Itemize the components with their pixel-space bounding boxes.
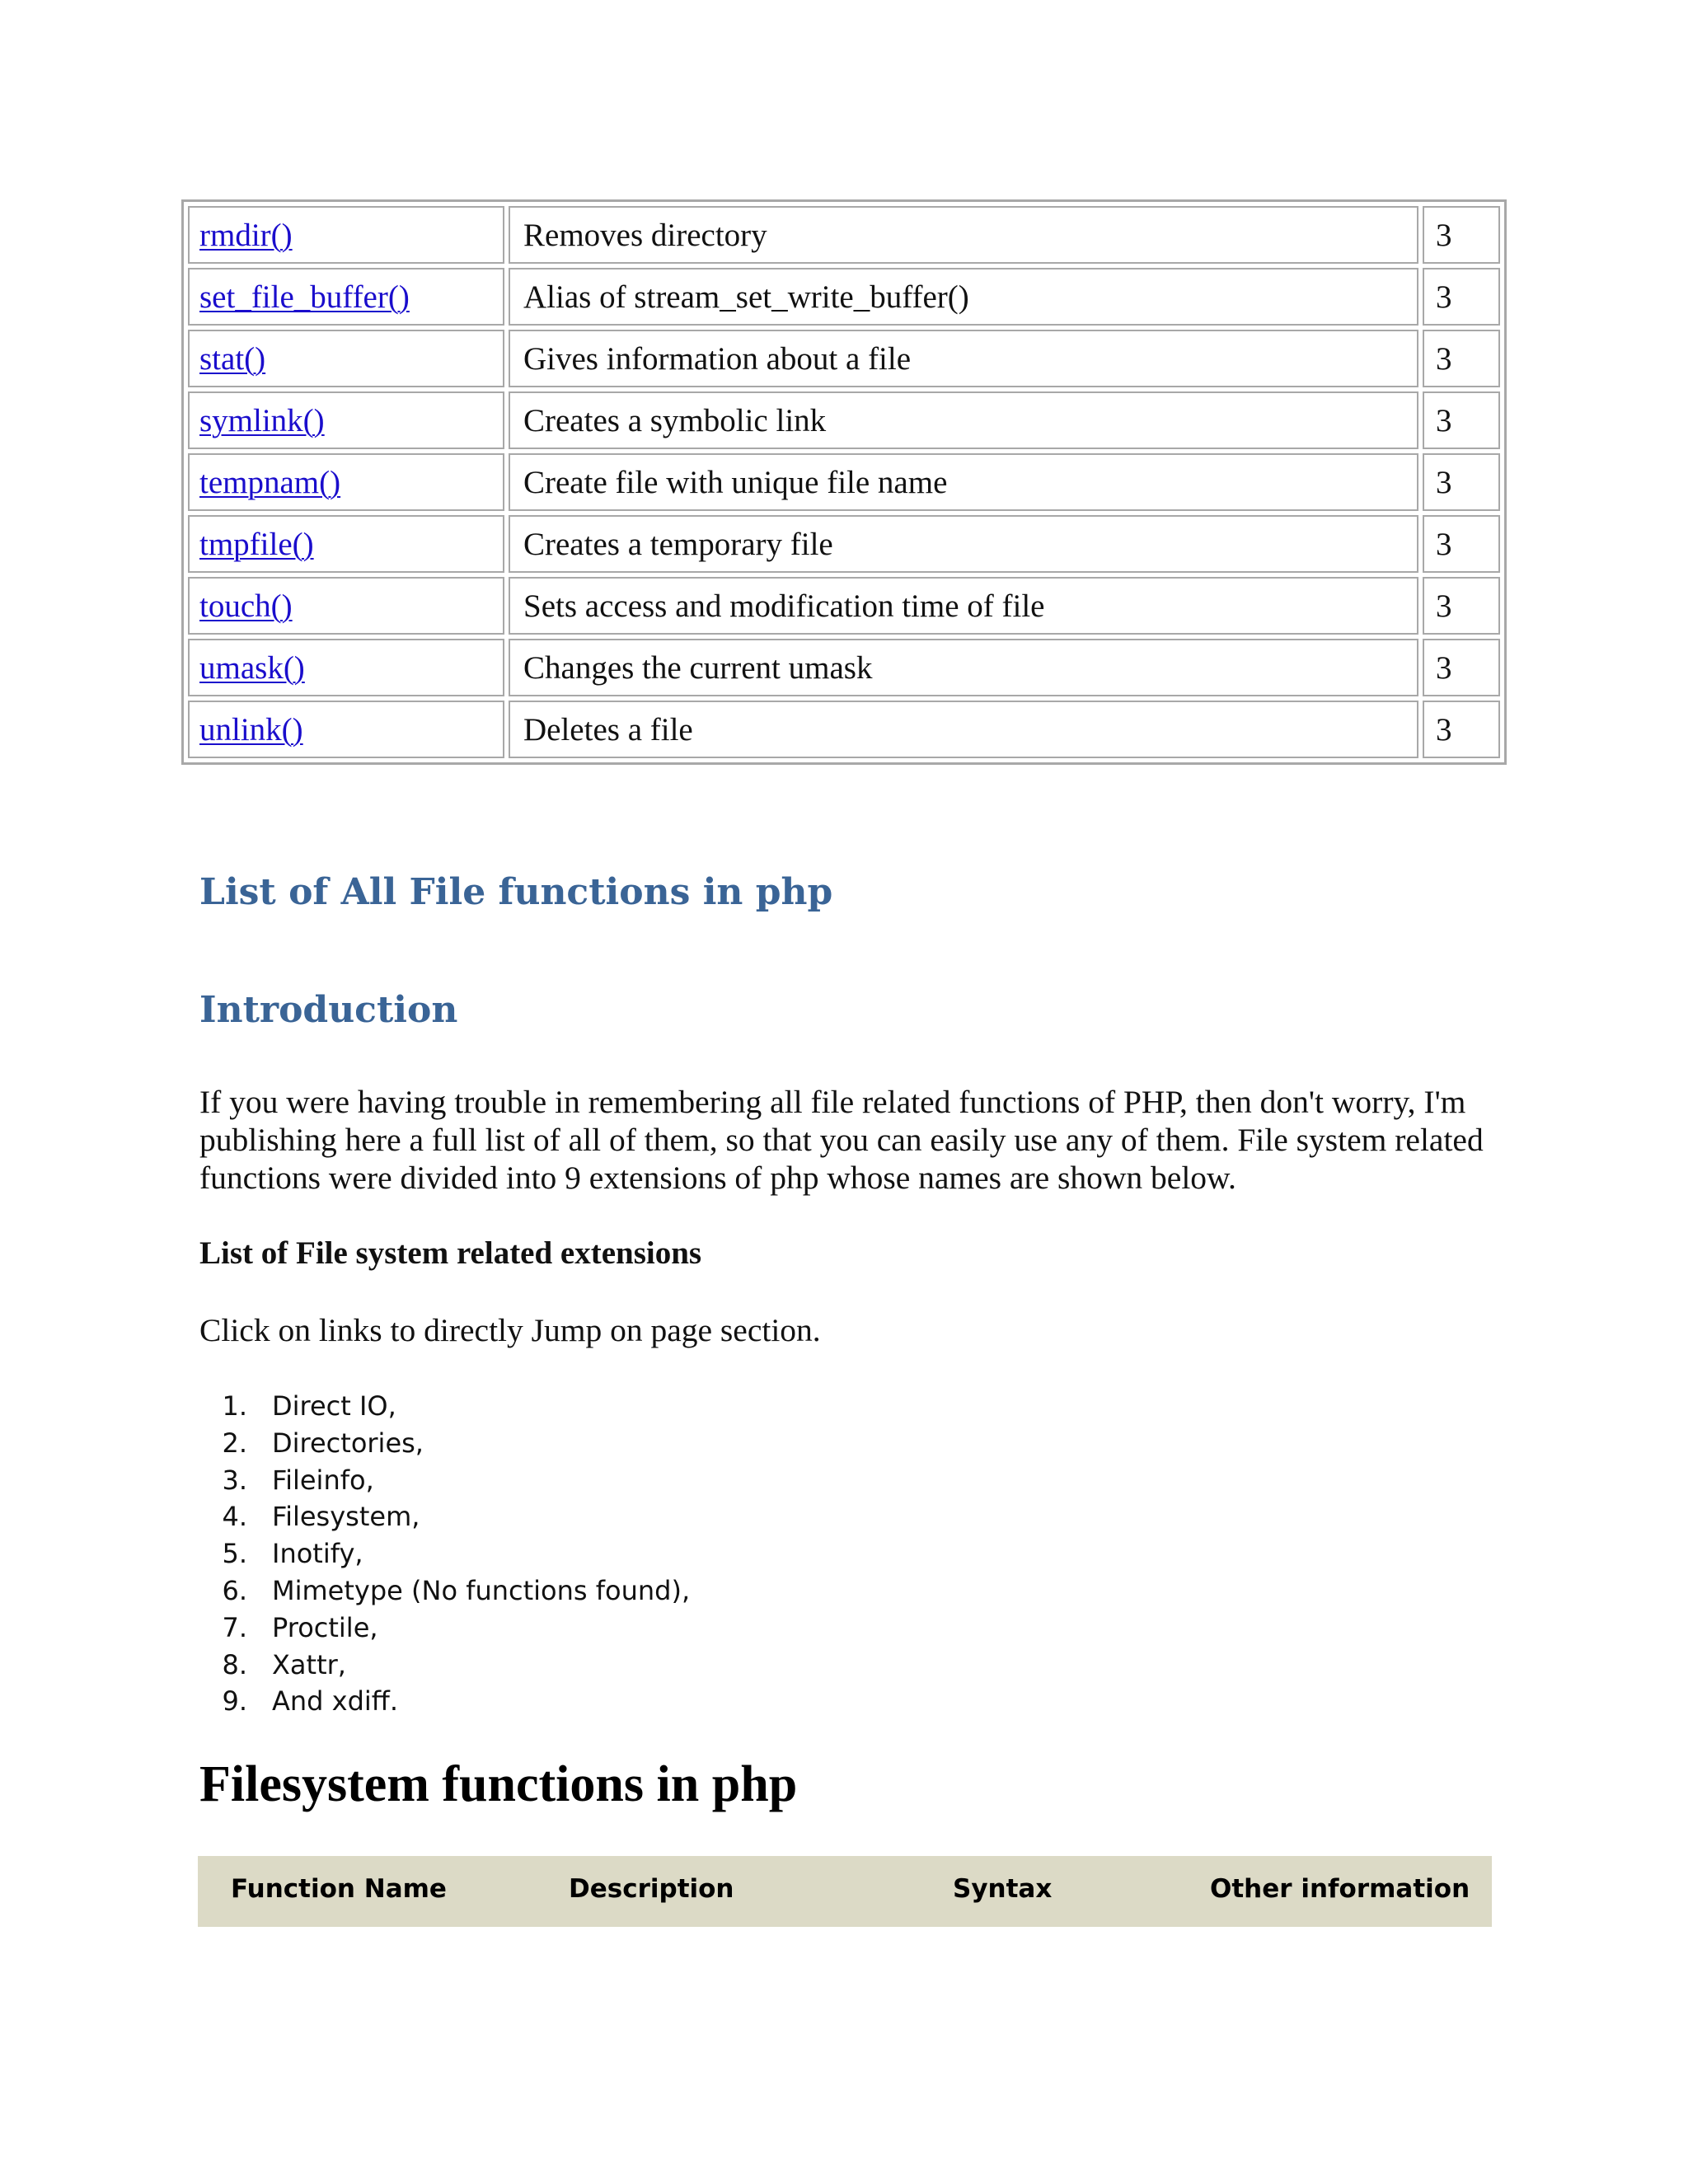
function-table — [181, 199, 1507, 765]
extension-inotify[interactable]: Inotify, — [272, 1538, 363, 1570]
function-link-set-file-buffer[interactable]: set_file_buffer() — [199, 279, 410, 315]
function-description-cell: Removes directory — [509, 206, 1418, 264]
list-number: 8. — [222, 1648, 247, 1680]
header-function-name: Function Name — [231, 1874, 447, 1904]
table-row — [188, 391, 1500, 449]
function-description-cell: Creates a temporary file — [509, 515, 1418, 573]
function-link-touch[interactable]: touch() — [199, 588, 293, 624]
table-row — [188, 453, 1500, 511]
list-item[interactable] — [199, 1572, 690, 1610]
function-link-symlink[interactable]: symlink() — [199, 402, 325, 438]
function-description-cell: Alias of stream_set_write_buffer() — [509, 268, 1418, 326]
click-note: Click on links to directly Jump on page section. — [199, 1312, 821, 1348]
table-row — [188, 330, 1500, 387]
function-description-cell: Changes the current umask — [509, 639, 1418, 696]
filesystem-functions-title: Filesystem functions in php — [199, 1756, 798, 1812]
function-version-cell: 3 — [1423, 577, 1500, 635]
list-number: 7. — [222, 1611, 247, 1643]
extension-proctile[interactable]: Proctile, — [272, 1611, 378, 1643]
table-row — [188, 701, 1500, 758]
list-number: 5. — [222, 1538, 247, 1570]
table-row — [188, 268, 1500, 326]
function-version-cell: 3 — [1423, 391, 1500, 449]
extension-directories[interactable]: Directories, — [272, 1427, 424, 1459]
list-item[interactable] — [199, 1462, 690, 1499]
function-link-rmdir[interactable]: rmdir() — [199, 217, 293, 253]
function-link-tmpfile[interactable]: tmpfile() — [199, 526, 314, 562]
function-version-cell: 3 — [1423, 639, 1500, 696]
function-description-cell: Create file with unique file name — [509, 453, 1418, 511]
function-description-cell: Deletes a file — [509, 701, 1418, 758]
function-name-cell — [188, 577, 504, 635]
extension-fileinfo[interactable]: Fileinfo, — [272, 1464, 374, 1496]
function-version-cell: 3 — [1423, 701, 1500, 758]
list-number: 3. — [222, 1464, 247, 1496]
function-version-cell: 3 — [1423, 453, 1500, 511]
list-number: 2. — [222, 1427, 247, 1459]
list-number: 9. — [222, 1685, 247, 1718]
intro-paragraph: If you were having trouble in remembering all file related functions of PHP, then don't worry, I'm publishing here a full list of all of them, so that you can easily use any of them. File system related functions were divided into 9 extensions of php whose names are shown below. — [199, 1084, 1484, 1196]
extension-direct-io[interactable]: Direct IO, — [272, 1390, 396, 1422]
list-item[interactable] — [199, 1683, 690, 1720]
function-name-cell — [188, 701, 504, 758]
table-row — [188, 639, 1500, 696]
function-name-cell — [188, 391, 504, 449]
list-number: 6. — [222, 1574, 247, 1606]
function-description-cell: Gives information about a file — [509, 330, 1418, 387]
list-item[interactable] — [199, 1498, 690, 1535]
function-name-cell — [188, 268, 504, 326]
extension-mimetype[interactable]: Mimetype (No functions found), — [272, 1574, 691, 1606]
section-heading: List of All File functions in php — [199, 871, 833, 913]
function-name-cell — [188, 639, 504, 696]
function-table-body — [188, 206, 1500, 758]
function-version-cell: 3 — [1423, 206, 1500, 264]
function-version-cell: 3 — [1423, 268, 1500, 326]
list-item[interactable] — [199, 1610, 690, 1647]
function-name-cell — [188, 206, 504, 264]
function-link-stat[interactable]: stat() — [199, 340, 266, 377]
list-item[interactable] — [199, 1388, 690, 1425]
list-item[interactable] — [199, 1425, 690, 1462]
function-table-header — [198, 1856, 1492, 1927]
table-row — [188, 577, 1500, 635]
function-name-cell — [188, 515, 504, 573]
extension-filesystem[interactable]: Filesystem, — [272, 1501, 420, 1533]
table-row — [188, 206, 1500, 264]
introduction-heading: Introduction — [199, 989, 458, 1031]
function-name-cell — [188, 330, 504, 387]
function-version-cell: 3 — [1423, 515, 1500, 573]
function-description-cell: Creates a symbolic link — [509, 391, 1418, 449]
extensions-list — [199, 1388, 690, 1720]
function-name-cell — [188, 453, 504, 511]
function-link-tempnam[interactable]: tempnam() — [199, 464, 341, 500]
extension-xdiff[interactable]: And xdiff. — [272, 1685, 399, 1718]
header-other-information: Other information — [1210, 1874, 1470, 1904]
function-version-cell: 3 — [1423, 330, 1500, 387]
header-description: Description — [569, 1874, 734, 1904]
table-row — [188, 515, 1500, 573]
extensions-heading: List of File system related extensions — [199, 1235, 702, 1271]
function-link-umask[interactable]: umask() — [199, 649, 305, 686]
function-link-unlink[interactable]: unlink() — [199, 711, 303, 748]
list-number: 4. — [222, 1501, 247, 1533]
header-syntax: Syntax — [953, 1874, 1053, 1904]
list-number: 1. — [222, 1390, 247, 1422]
list-item[interactable] — [199, 1535, 690, 1572]
extension-xattr[interactable]: Xattr, — [272, 1648, 346, 1680]
list-item[interactable] — [199, 1647, 690, 1684]
function-description-cell: Sets access and modification time of file — [509, 577, 1418, 635]
